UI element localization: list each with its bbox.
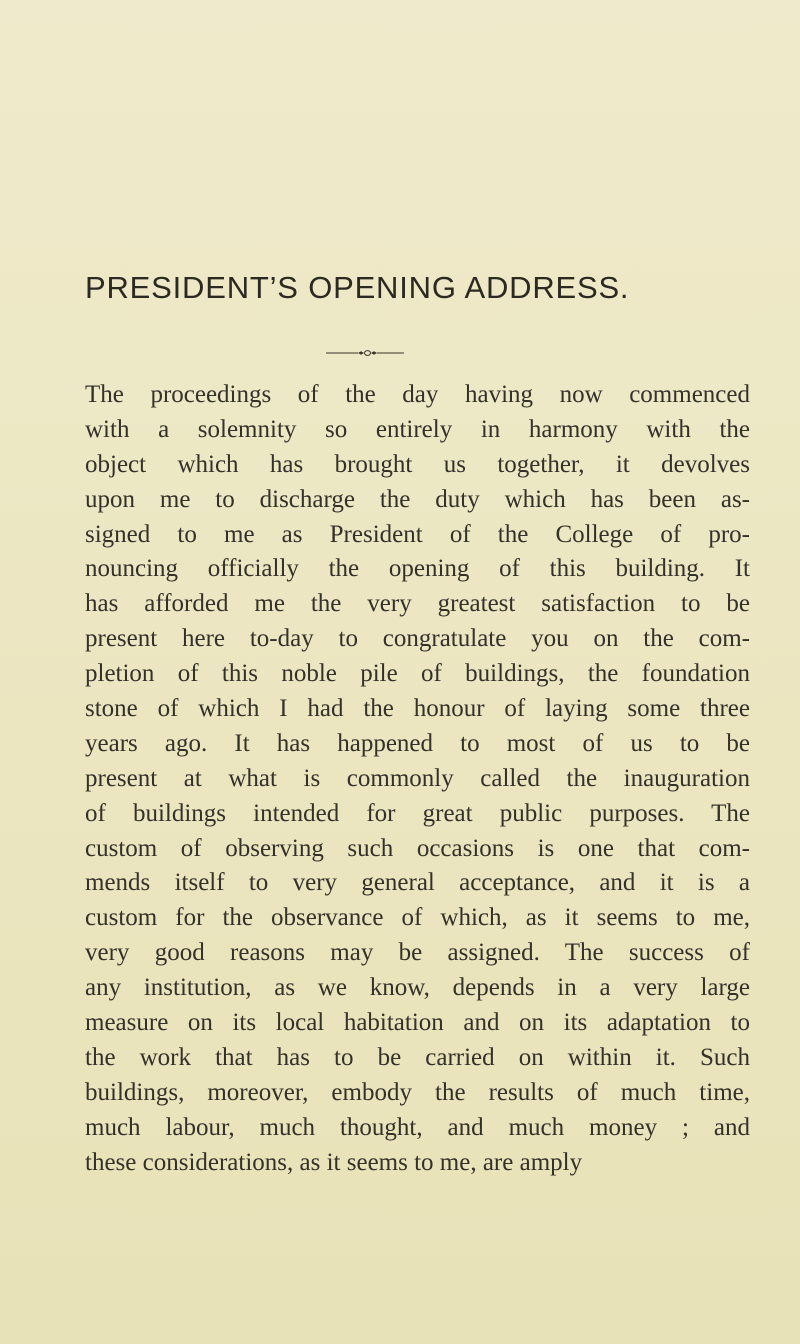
text-line: custom for the observance of which, as it seems to me, xyxy=(85,904,750,932)
text-line: signed to me as President of the College of pro- xyxy=(85,520,750,548)
text-line: has afforded me the very greatest satisfaction to be xyxy=(85,590,750,618)
text-line: mends itself to very general acceptance, and it is a xyxy=(85,869,750,897)
text-line: any institution, as we know, depends in a very large xyxy=(85,974,750,1002)
rule-with-diamond-ornament-icon xyxy=(326,349,404,357)
text-line: present at what is commonly called the inauguration xyxy=(85,764,750,792)
text-line: very good reasons may be assigned. The success of xyxy=(85,939,750,967)
text-line: object which has brought us together, it devolves xyxy=(85,450,750,478)
text-line: measure on its local habitation and on its adaptation to xyxy=(85,1009,750,1037)
text-line: with a solemnity so entirely in harmony with the xyxy=(85,415,750,443)
text-line: buildings, moreover, embody the results of much time, xyxy=(85,1078,750,1106)
text-line: of buildings intended for great public purposes. The xyxy=(85,799,750,827)
text-line: years ago. It has happened to most of us to be xyxy=(85,729,750,757)
text-line: these considerations, as it seems to me, are amply xyxy=(85,1148,583,1176)
page-title: PRESIDENT’S OPENING ADDRESS. xyxy=(85,270,630,305)
text-line: much labour, much thought, and much money ; and xyxy=(85,1113,750,1141)
text-line: custom of observing such occasions is one that com- xyxy=(85,834,750,862)
text-line: pletion of this noble pile of buildings, the foundation xyxy=(85,660,750,688)
text-line: the work that has to be carried on within it. Such xyxy=(85,1043,750,1071)
text-line: present here to-day to congratulate you on the com- xyxy=(85,625,750,653)
text-line: stone of which I had the honour of laying some three xyxy=(85,695,750,723)
text-line: nouncing officially the opening of this building. It xyxy=(85,555,750,583)
text-line: upon me to discharge the duty which has been as- xyxy=(85,485,750,513)
text-line: The proceedings of the day having now commenced xyxy=(85,381,750,408)
address-body xyxy=(85,378,750,1180)
